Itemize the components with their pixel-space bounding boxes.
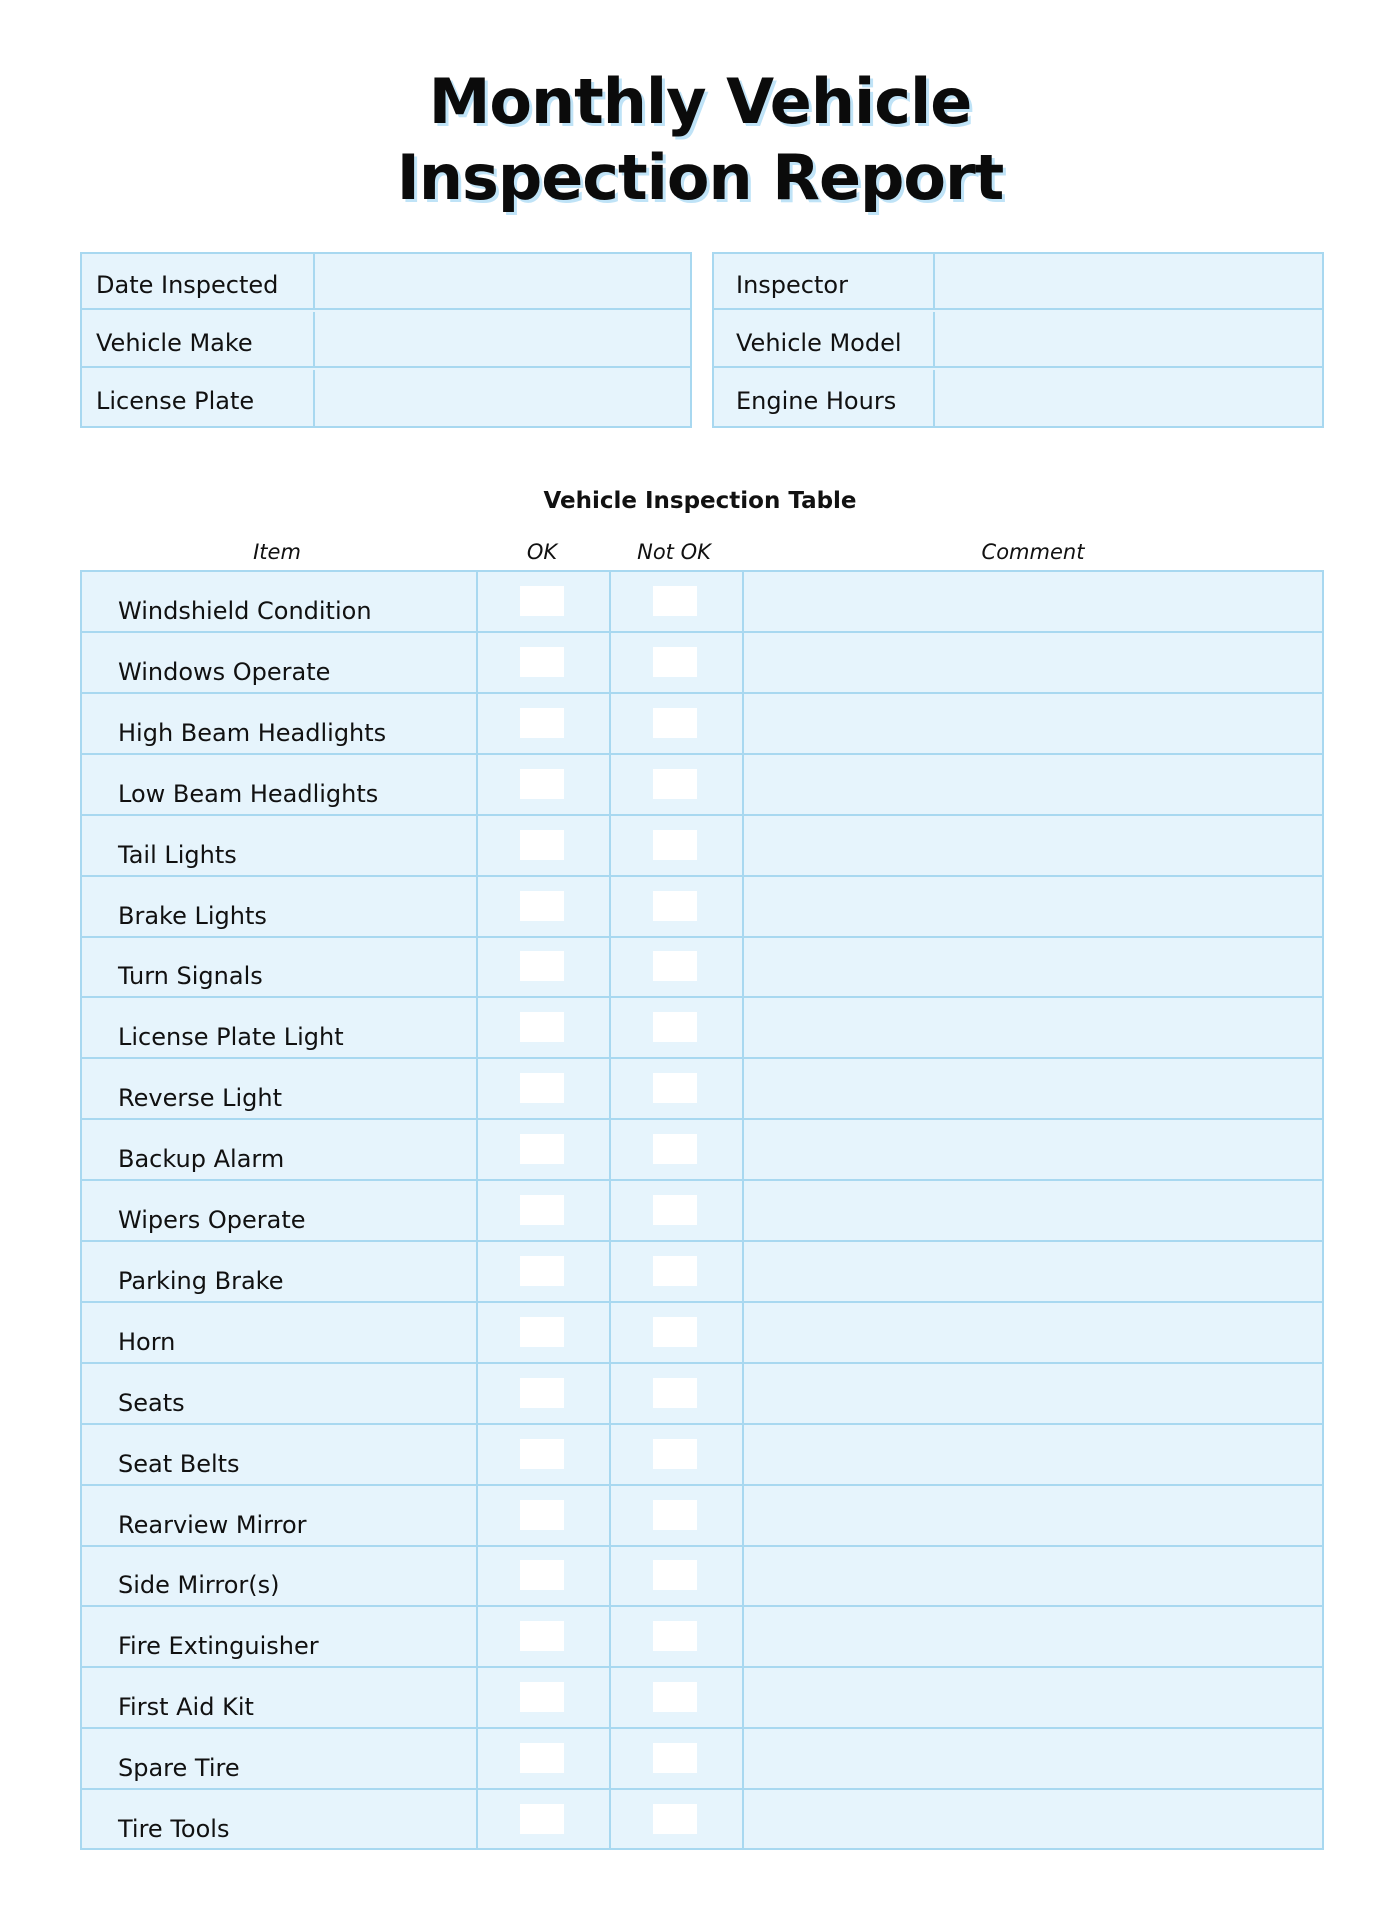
ok-checkbox[interactable] [520, 1743, 564, 1773]
not-ok-checkbox[interactable] [653, 708, 697, 738]
ok-checkbox[interactable] [520, 830, 564, 860]
comment-field[interactable] [744, 816, 1322, 875]
table-row [82, 1607, 1322, 1668]
not-ok-checkbox[interactable] [653, 1621, 697, 1651]
not-ok-checkbox[interactable] [653, 647, 697, 677]
table-row [82, 572, 1322, 633]
comment-field[interactable] [744, 998, 1322, 1057]
item-label: Fire Extinguisher [118, 1632, 319, 1661]
item-label: Backup Alarm [118, 1145, 285, 1174]
not-ok-checkbox[interactable] [653, 1500, 697, 1530]
ok-checkbox[interactable] [520, 951, 564, 981]
item-label: Spare Tire [118, 1754, 240, 1783]
item-label: Windshield Condition [118, 597, 372, 625]
not-ok-checkbox[interactable] [653, 1439, 697, 1469]
not-ok-checkbox[interactable] [653, 951, 697, 981]
item-label: Wipers Operate [118, 1206, 306, 1234]
ok-checkbox[interactable] [520, 1439, 564, 1469]
ok-checkbox[interactable] [520, 1317, 564, 1347]
not-ok-checkbox[interactable] [653, 1073, 697, 1103]
comment-field[interactable] [744, 1425, 1322, 1484]
ok-checkbox[interactable] [520, 1256, 564, 1286]
comment-field[interactable] [744, 1303, 1322, 1362]
item-label: Parking Brake [118, 1266, 284, 1295]
date-inspected-field[interactable] [315, 254, 690, 308]
item-label: Windows Operate [118, 657, 331, 686]
comment-field[interactable] [744, 937, 1322, 996]
table-row [82, 1546, 1322, 1607]
ok-checkbox[interactable] [520, 1621, 564, 1651]
ok-checkbox[interactable] [520, 1134, 564, 1164]
info-row-vehicle-model [714, 312, 1322, 368]
page-title [0, 64, 1400, 216]
vehicle-make-field[interactable] [315, 312, 690, 366]
not-ok-checkbox[interactable] [653, 1560, 697, 1590]
ok-checkbox[interactable] [520, 708, 564, 738]
info-row-engine-hours [714, 370, 1322, 426]
info-label: Vehicle Model [714, 312, 935, 366]
page-title-line-1: Monthly Vehicle [428, 65, 972, 138]
item-label: License Plate Light [118, 1023, 344, 1052]
table-row [82, 1059, 1322, 1120]
table-row [82, 1242, 1322, 1303]
table-row [82, 998, 1322, 1059]
item-label: Reverse Light [118, 1084, 282, 1113]
inspection-table [80, 570, 1324, 1850]
info-table-right [712, 252, 1324, 428]
comment-field[interactable] [744, 1181, 1322, 1240]
ok-checkbox[interactable] [520, 1804, 564, 1834]
not-ok-checkbox[interactable] [653, 1378, 697, 1408]
item-label: High Beam Headlights [118, 718, 387, 747]
not-ok-checkbox[interactable] [653, 1256, 697, 1286]
comment-field[interactable] [744, 1607, 1322, 1666]
ok-checkbox[interactable] [520, 891, 564, 921]
comment-field[interactable] [744, 1790, 1322, 1851]
info-table-left [80, 252, 692, 428]
item-label: Low Beam Headlights [118, 779, 379, 808]
comment-field[interactable] [744, 1668, 1322, 1727]
not-ok-checkbox[interactable] [653, 1317, 697, 1347]
not-ok-checkbox[interactable] [653, 1682, 697, 1712]
license-plate-field[interactable] [315, 370, 690, 426]
item-label: Tire Tools [118, 1815, 230, 1843]
comment-field[interactable] [744, 1729, 1322, 1788]
comment-field[interactable] [744, 1242, 1322, 1301]
column-header-item: Item [253, 540, 301, 564]
not-ok-checkbox[interactable] [653, 1804, 697, 1834]
ok-checkbox[interactable] [520, 586, 564, 616]
info-label: Date Inspected [82, 254, 315, 308]
info-label: Vehicle Make [82, 312, 315, 366]
info-label: License Plate [82, 370, 315, 426]
info-row-inspector [714, 254, 1322, 310]
info-row-date-inspected [82, 254, 690, 310]
ok-checkbox[interactable] [520, 647, 564, 677]
table-row [82, 633, 1322, 694]
table-row [82, 816, 1322, 877]
not-ok-checkbox[interactable] [653, 1134, 697, 1164]
table-row [82, 1181, 1322, 1242]
not-ok-checkbox[interactable] [653, 1012, 697, 1042]
ok-checkbox[interactable] [520, 1560, 564, 1590]
info-row-license-plate [82, 370, 690, 426]
comment-field[interactable] [744, 1486, 1322, 1545]
table-row [82, 694, 1322, 755]
table-row [82, 1790, 1322, 1851]
item-label: Rearview Mirror [118, 1510, 307, 1539]
engine-hours-field[interactable] [935, 370, 1322, 426]
vehicle-model-field[interactable] [935, 312, 1322, 366]
ok-checkbox[interactable] [520, 1012, 564, 1042]
table-row [82, 1668, 1322, 1729]
comment-field[interactable] [744, 755, 1322, 814]
not-ok-checkbox[interactable] [653, 891, 697, 921]
item-label: Side Mirror(s) [118, 1571, 280, 1600]
not-ok-checkbox[interactable] [653, 1743, 697, 1773]
comment-field[interactable] [744, 1059, 1322, 1118]
ok-checkbox[interactable] [520, 1500, 564, 1530]
column-header-not-ok: Not OK [637, 540, 711, 564]
column-header-ok: OK [526, 540, 558, 564]
not-ok-checkbox[interactable] [653, 1195, 697, 1225]
info-row-vehicle-make [82, 312, 690, 368]
table-row [82, 1425, 1322, 1486]
table-row [82, 1120, 1322, 1181]
info-label: Inspector [714, 254, 935, 308]
comment-field[interactable] [744, 694, 1322, 753]
table-row [82, 1303, 1322, 1364]
ok-checkbox[interactable] [520, 769, 564, 799]
not-ok-checkbox[interactable] [653, 769, 697, 799]
column-header-comment: Comment [981, 540, 1085, 564]
item-label: Tail Lights [118, 840, 237, 869]
table-row [82, 1486, 1322, 1547]
info-label: Engine Hours [714, 370, 935, 426]
comment-field[interactable] [744, 1364, 1322, 1423]
comment-field[interactable] [744, 633, 1322, 692]
comment-field[interactable] [744, 572, 1322, 631]
table-row [82, 1364, 1322, 1425]
ok-checkbox[interactable] [520, 1073, 564, 1103]
table-row [82, 877, 1322, 938]
comment-field[interactable] [744, 1120, 1322, 1179]
not-ok-checkbox[interactable] [653, 830, 697, 860]
page-title-line-2: Inspection Report [396, 141, 1004, 214]
ok-checkbox[interactable] [520, 1195, 564, 1225]
ok-checkbox[interactable] [520, 1682, 564, 1712]
item-label: Brake Lights [118, 901, 267, 930]
table-row [82, 1729, 1322, 1790]
table-row [82, 937, 1322, 998]
table-row [82, 755, 1322, 816]
item-label: Horn [118, 1327, 176, 1356]
item-label: Seat Belts [118, 1449, 240, 1478]
comment-field[interactable] [744, 1546, 1322, 1605]
comment-field[interactable] [744, 877, 1322, 936]
item-label: Seats [118, 1388, 185, 1417]
ok-checkbox[interactable] [520, 1378, 564, 1408]
inspection-table-title: Vehicle Inspection Table [543, 488, 857, 514]
inspector-field[interactable] [935, 254, 1322, 308]
not-ok-checkbox[interactable] [653, 586, 697, 616]
item-label: Turn Signals [118, 962, 263, 991]
item-label: First Aid Kit [118, 1693, 254, 1722]
